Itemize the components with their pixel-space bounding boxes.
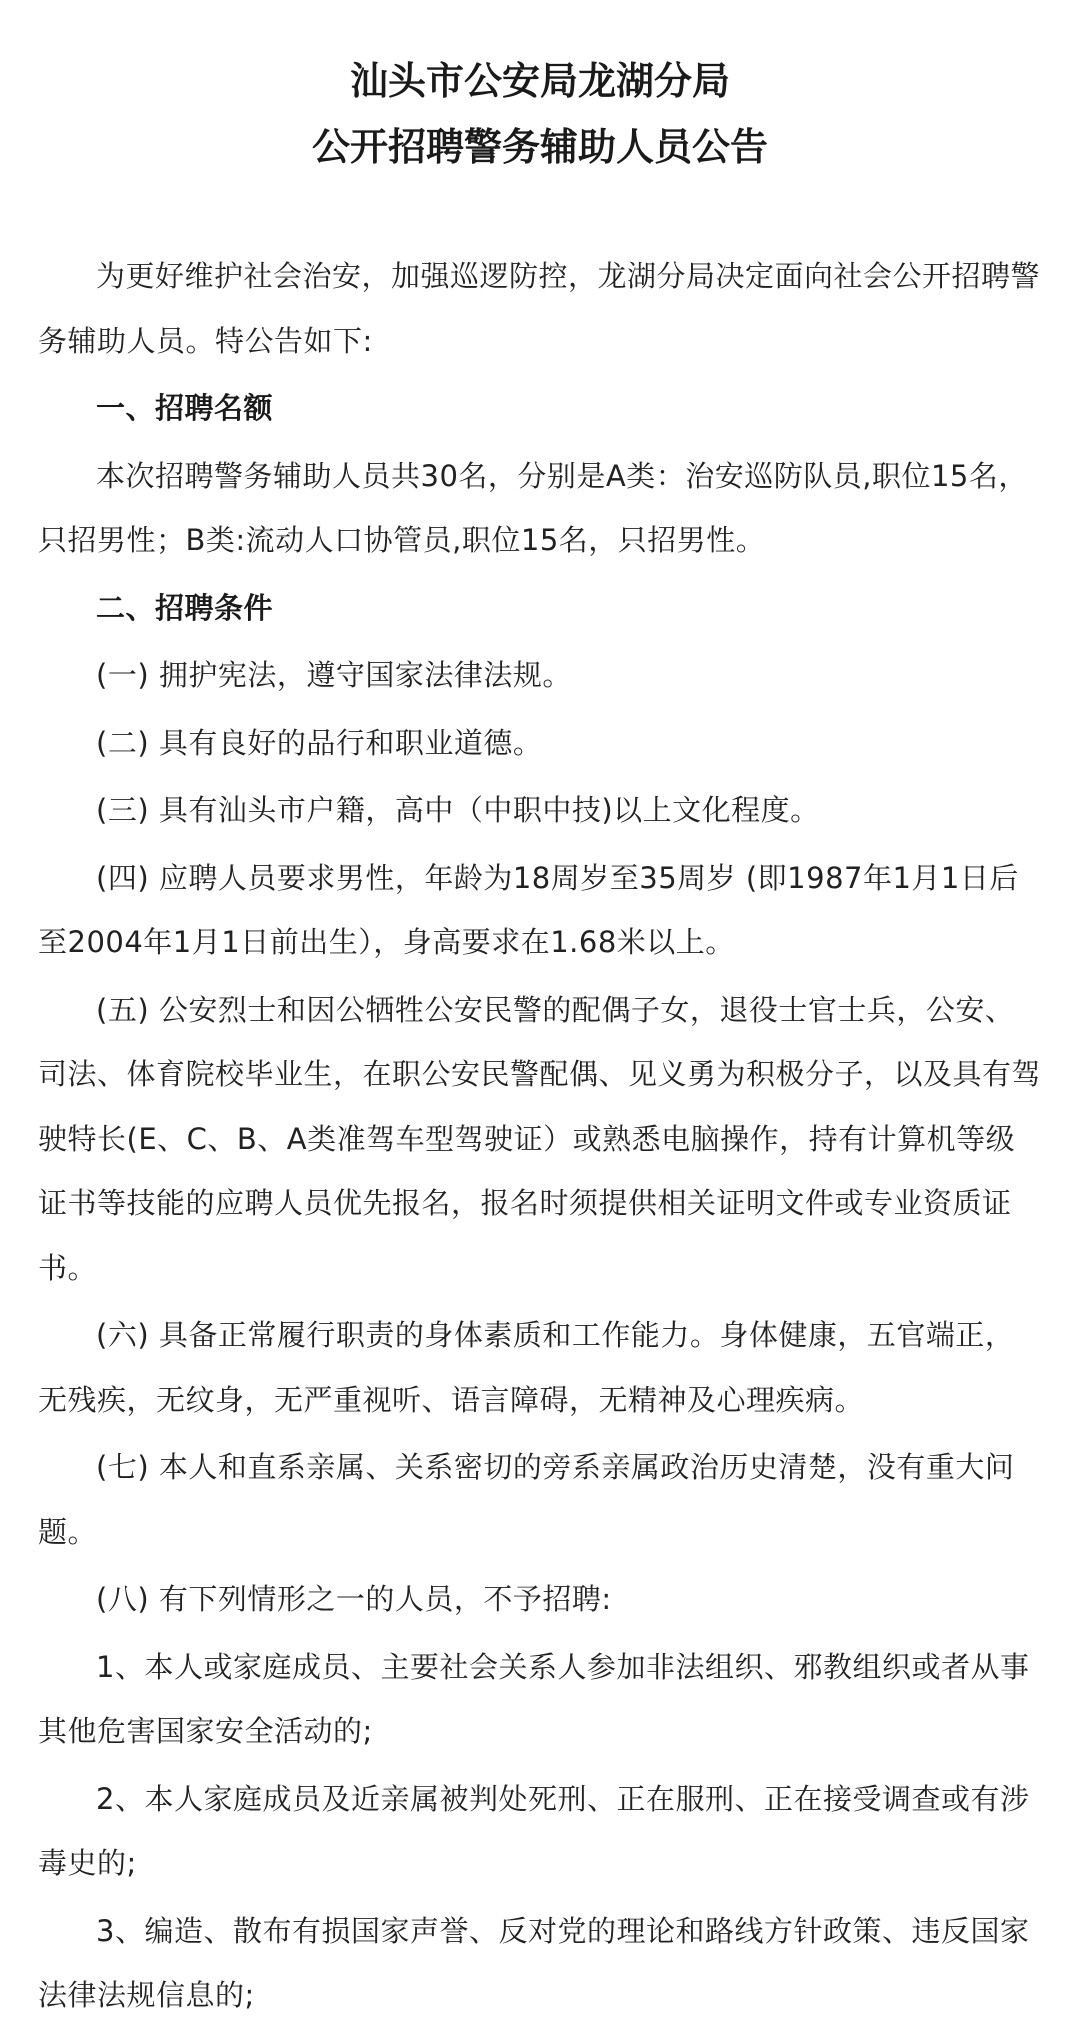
condition-5: (五) 公安烈士和因公牺牲公安民警的配偶子女，退役士官士兵，公安、司法、体育院校毕业生，在职公安民警配偶、见义勇为积极分子，以及具有驾驶特长(E、C、B、A类准驾车型驾驶证）或熟悉电脑操作，持有计算机等级证书等技能的应聘人员优先报名，报名时须提供相关证明文件或专业资质证书。: [38, 992, 1042, 1285]
condition-2: (二) 具有良好的品行和职业道德。: [96, 725, 543, 760]
title-block: [38, 48, 1042, 180]
section-2-heading: 二、招聘条件: [96, 590, 274, 625]
intro-paragraph: 为更好维护社会治安，加强巡逻防控，龙湖分局决定面向社会公开招聘警务辅助人员。特公告如下:: [38, 259, 1041, 358]
condition-7: (七) 本人和直系亲属、关系密切的旁系亲属政治历史清楚，没有重大问题。: [38, 1450, 1015, 1549]
condition-6: (六) 具备正常履行职责的身体素质和工作能力。身体健康，五官端正，无残疾，无纹身，无严重视听、语言障碍，无精神及心理疾病。: [38, 1318, 1015, 1417]
condition-4: (四) 应聘人员要求男性，年龄为18周岁至35周岁 (即1987年1月1日后至2004年1月1日前出生），身高要求在1.68米以上。: [38, 860, 1019, 959]
section-1-body: 本次招聘警务辅助人员共30名，分别是A类：治安巡防队员,职位15名，只招男性；B类:流动人口协管员,职位15名，只招男性。: [38, 458, 1028, 557]
condition-1: (一) 拥护宪法，遵守国家法律法规。: [96, 658, 572, 692]
condition-8: (八) 有下列情形之一的人员，不予招聘:: [96, 1582, 612, 1616]
exclusion-3: 3、编造、散布有损国家声誉、反对党的理论和路线方针政策、违反国家法律法规信息的;: [38, 1913, 1030, 2012]
exclusion-2: 2、本人家庭成员及近亲属被判处死刑、正在服刑、正在接受调查或有涉毒史的;: [38, 1781, 1030, 1880]
title-line-2: 公开招聘警务辅助人员公告: [311, 125, 768, 169]
condition-3: (三) 具有汕头市户籍，高中（中职中技)以上文化程度。: [96, 793, 820, 827]
title-line-1: 汕头市公安局龙湖分局: [349, 59, 730, 103]
exclusion-1: 1、本人或家庭成员、主要社会关系人参加非法组织、邪教组织或者从事其他危害国家安全活动的;: [38, 1649, 1030, 1748]
section-1-heading: 一、招聘名额: [96, 391, 274, 425]
